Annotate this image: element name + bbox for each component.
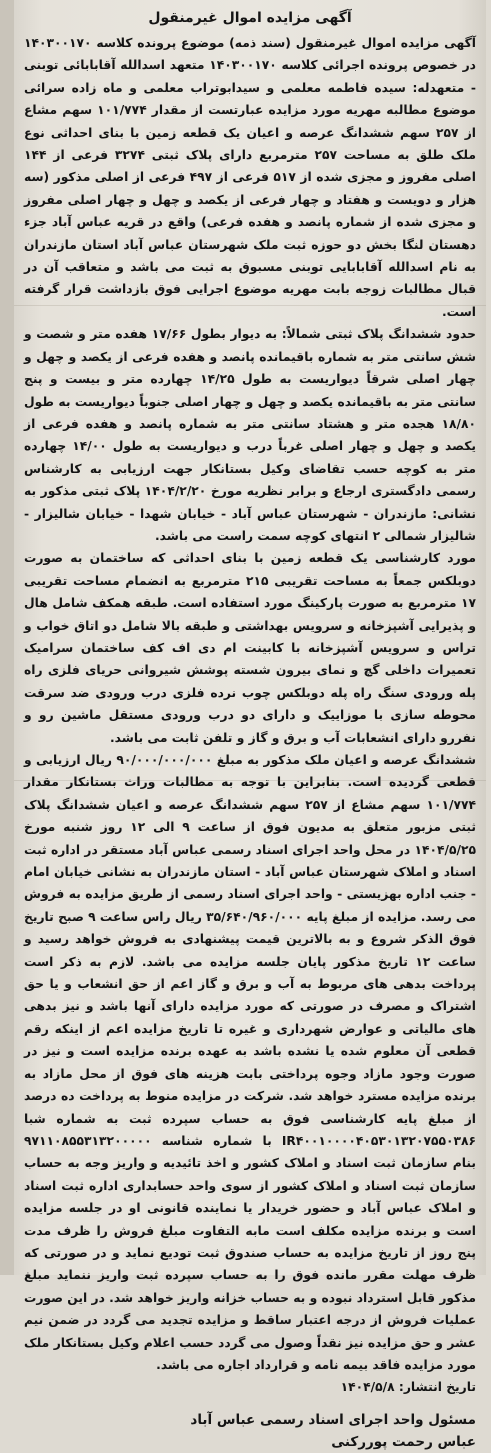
newspaper-clipping xyxy=(14,0,486,1450)
signature-block xyxy=(24,1409,476,1453)
signature-title: مسئول واحد اجرای اسناد رسمی عباس آباد xyxy=(190,1411,476,1428)
paper-crease xyxy=(14,305,486,306)
notice-body xyxy=(24,32,476,1399)
notice-paragraph-property-description: مورد کارشناسی یک قطعه زمین با بنای احداثی که ساختمان به صورت دوبلکس جمعاً به مساحت تقریبی ۲۱۵ مترمربع به انضمام مساحت تقریبی ۱۷ مترمربع به صورت پارکینگ مورد استفاده است. طبقه همکف شامل هال و پذیرایی آشپزخانه و سرویس بهداشتی و طبقه بالا شامل دو اتاق خواب و تراس و سرویس آشپزخانه با کابینت ام دی اف کف ساختمان سرامیک تعمیرات داخلی گچ و نمای بیرون شسته پوشش شیروانی حریای فلزی راه پله ورودی سنگ راه پله دوبلکس چوب نرده فلزی درب ورودی ضد سرقت محوطه سازی با موزاییک و دارای دو درب ورودی مستقل ماشین رو و نفررو دارای انشعابات آب و برق و گاز و تلفن ثابت می باشد. xyxy=(24,551,476,745)
paper-crease xyxy=(14,780,486,781)
signature-name: عباس رحمت پوررکنی xyxy=(331,1433,476,1450)
page-edge-shadow xyxy=(0,0,14,1275)
notice-paragraph-boundaries: حدود ششدانگ پلاک ثبتی شمالاً: به دیوار بطول ۱۷/۶۶ هفده متر و شصت و شش سانتی متر به شماره باقیمانده پانصد و هفده فرعی از یکصد و چهل و چهار اصلی شرقاً دیواریست به طول ۱۴/۲۵ چهارده متر و بیست و پنج سانتی متر به باقیمانده یکصد و چهل و چهار اصلی جنوباً دیواریست به طول ۱۸/۸۰ هجده متر و هشتاد سانتی متر به شماره پانصد و هفده فرعی از یکصد و چهل و چهار اصلی غرباً درب و دیواریست به طول ۱۴/۰۰ چهارده متر به کوچه حسب تقاضای وکیل بستانکار جهت ارزیابی به کارشناس رسمی دادگستری ارجاع و برابر نظریه مورخ ۱۴۰۴/۲/۲۰ پلاک ثبتی مذکور به نشانی: مازندران - شهرستان عباس آباد - خیابان شهدا - خیابان شالیزار - شالیزار شمالی ۲ انتهای کوچه سمت راست می باشد. xyxy=(24,327,477,543)
notice-paragraph-auction-terms: ششدانگ عرصه و اعیان ملک مذکور به مبلغ ۹۰/۰۰۰/۰۰۰/۰۰۰ ریال ارزیابی و قطعی گردیده است. بنابراین با توجه به مطالبات وراث بستانکار مقدار ۱۰۱/۷۷۴ سهم مشاع از ۲۵۷ سهم ششدانگ عرصه و اعیان ششدانگ پلاک ثبتی مزبور متعلق به مدیون فوق از ساعت ۹ الی ۱۲ روز شنبه مورخ ۱۴۰۴/۵/۲۵ در محل واحد اجرای اسناد رسمی عباس آباد مستقر در اداره ثبت اسناد و املاک شهرستان عباس آباد - استان مازندران به نشانی خیابان امام - جنب اداره بهزیستی - واحد اجرای اسناد رسمی از طریق مزایده به فروش می رسد. مزایده از مبلغ پایه ۳۵/۶۴۰/۹۶۰/۰۰۰ ریال راس ساعت ۹ صبح تاریخ فوق الذکر شروع و به بالاترین قیمت پیشنهادی به فروش خواهد رسید و ساعت ۱۲ تاریخ مذکور پایان جلسه مزایده می باشد. لازم به ذکر است پرداخت بدهی های مربوط به آب و برق و گاز اعم از حق انشعاب و یا حق اشتراک و مصرف در صورتی که مورد مزایده دارای آنها باشد و نیز بدهی های مالیاتی و عوارض شهرداری و غیره تا تاریخ مزایده اعم از اینکه رقم قطعی آن معلوم شده یا نشده باشد به عهده برنده مزایده است و نیز در صورت وجود مازاد وجوه پرداختی بابت هزینه های فوق از محل مازاد به برنده مزایده مسترد خواهد شد. شرکت در مزایده منوط به پرداخت ده درصد از مبلغ پایه کارشناسی فوق به حساب سپرده ثبت به شماره شبا IR۴۰۰۱۰۰۰۰۴۰۵۳۰۱۳۲۰۷۵۵۰۳۸۶ با شماره شناسه ۹۷۱۱۰۸۵۵۳۱۳۲۰۰۰۰۰ بنام سازمان ثبت اسناد و املاک کشور و اخذ تائیدیه و واریز وجه به حساب سازمان ثبت اسناد و املاک کشور از سوی واحد حسابداری اداره ثبت اسناد و املاک عباس آباد و حضور خریدار یا نماینده قانونی او در جلسه مزایده است و برنده مزایده مکلف است مابه التفاوت مبلغ فروش را ظرف مدت پنج روز از تاریخ مزایده به حساب صندوق ثبت تودیع نماید و در صورتی که ظرف مهلت مقرر مانده فوق را به حساب سپرده ثبت واریز ننماید مبلغ مذکور قابل استرداد نبوده و به حساب خزانه واریز خواهد شد. در این صورت عملیات فروش از درجه اعتبار ساقط و مزایده تجدید می گردد در ضمن نیم عشر و حق مزایده نیز نقداً وصول می گردد حسب اعلام وکیل بستانکار ملک مورد مزایده فاقد بیمه نامه و قرارداد اجاره می باشد. xyxy=(24,753,476,1372)
publish-date: تاریخ انتشار: ۱۴۰۴/۵/۸ xyxy=(340,1380,476,1395)
notice-title: آگهی مزایده اموال غیرمنقول xyxy=(148,10,352,26)
notice-paragraph-intro: آگهی مزایده اموال غیرمنقول (سند ذمه) موضوع پرونده کلاسه ۱۴۰۳۰۰۱۷۰ در خصوص پرونده اجرائی کلاسه ۱۴۰۳۰۰۱۷۰ متعهد اسدالله آقابابائی توبنی - متعهدله: سیده فاطمه معلمی و سیدابوتراب معلمی و ماه زاده سرائی موضوع مطالبه مهریه مورد مزایده عبارتست از مقدار ۱۰۱/۷۷۴ سهم مشاع از ۲۵۷ سهم ششدانگ عرصه و اعیان یک قطعه زمین با بنای احداثی نوع ملک طلق به مساحت ۲۵۷ مترمربع دارای پلاک ثبتی ۳۲۷۴ فرعی از ۱۴۴ اصلی مفروز و مجزی شده از ۵۱۷ فرعی از ۴۹۷ فرعی از اصلی مذکور (سه هزار و دویست و هفتاد و چهار فرعی از یکصد و چهل و چهار اصلی مفروز و مجزی شده از شماره پانصد و هفده فرعی) واقع در قریه عباس آباد جزء دهستان لنگا بخش دو حوزه ثبت ملک شهرستان عباس آباد استان مازندران به نام اسدالله آقابابایی توبنی مسبوق به ثبت می باشد و متعاقب آن در قبال مطالبات زوجه بابت مهریه موضوع اجرایی فوق بازداشت قرار گرفته است. xyxy=(24,36,477,319)
